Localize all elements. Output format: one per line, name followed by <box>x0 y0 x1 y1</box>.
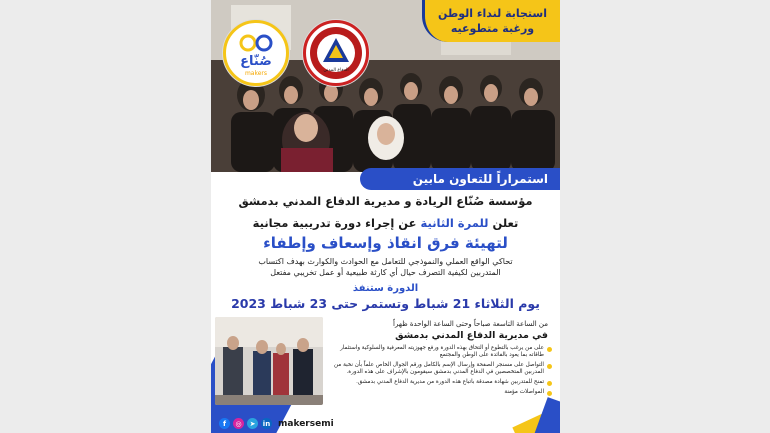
description-line1: تحاكي الواقع العملي والنموذجي للتعامل مع الحوادث والكوارث بهدف اكتساب <box>258 257 513 266</box>
bullet-text: المواصلات مؤمنة <box>504 389 544 395</box>
course-dates: يوم الثلاثاء 21 شباط وتستمر حتى 23 شباط 2023 <box>231 296 540 311</box>
list-item <box>332 389 552 396</box>
bullet-text: على من يرغب بالتطوع أو التحاق بهذه الدورة ورفع جهوزيته المعرفية والسلوكية واستثمار طاقاته بما يعود بالفائدة على الوطن والمجتمع <box>340 345 544 358</box>
bullet-icon <box>547 391 552 396</box>
training-photo <box>215 317 323 405</box>
course-title: لتهيئة فرق انقاذ وإسعاف وإطفاء <box>263 234 508 252</box>
civil-defense-logo <box>303 20 369 86</box>
course-label: الدورة ستنفذ <box>352 283 419 294</box>
social-footer <box>219 418 334 429</box>
info-bullets <box>332 345 552 399</box>
bullet-icon <box>547 381 552 386</box>
bullet-icon <box>547 364 552 369</box>
top-banner <box>422 0 560 42</box>
facebook-icon[interactable]: f <box>219 418 230 429</box>
list-item <box>332 379 552 386</box>
announcement-highlight: للمرة الثانية <box>420 216 489 230</box>
course-place: في مديرية الدفاع المدني بدمشق <box>395 330 548 341</box>
organization-line: مؤسسة صُنّاع الريادة و مديرية الدفاع المدني بدمشق <box>238 194 533 208</box>
makers-logo <box>223 20 289 86</box>
list-item <box>332 362 552 376</box>
announcement-line <box>221 216 550 230</box>
linkedin-icon[interactable]: in <box>262 419 271 428</box>
makers-logo-name: صُنّاع <box>240 54 272 69</box>
bullet-text: التواصل على مسنجر الصفحة وإرسال الإسم بالكامل ورقم الجوال الخاص علماً بأن نخبة من المدربين المتخصصين في الدفاع المدني بدمشق سيقومون بالإشراف على هذه الدورة. <box>334 362 544 375</box>
bullet-icon <box>547 347 552 352</box>
telegram-icon[interactable]: ➤ <box>247 418 258 429</box>
instagram-icon[interactable]: ◎ <box>233 418 244 429</box>
cooperation-bar: استمراراً للتعاون مابين <box>360 168 560 190</box>
course-time: من الساعة التاسعة صباحاً وحتى الساعة الواحدة ظهراً <box>393 320 548 328</box>
top-banner-line2: ورغبة متطوعيه <box>450 22 535 35</box>
announcement-post: عن إجراء دورة تدريبية مجانية <box>252 216 421 230</box>
top-banner-line1: استجابة لنداء الوطن <box>437 7 548 20</box>
list-item <box>332 345 552 359</box>
poster <box>211 0 560 433</box>
description-line2: المتدربين لكيفية التصرف حيال أي كارثة طبيعية أو عمل تخريبي مفتعل <box>270 268 501 277</box>
announcement-pre: تعلن <box>488 216 519 230</box>
makers-logo-sub: makers <box>244 70 268 77</box>
civil-defense-logo-caption: الدفاع المدني <box>323 68 349 73</box>
social-handle[interactable]: makersemi <box>278 418 334 429</box>
bullet-text: تمنح للمتدربين شهادة مصدقة باتباع هذه الدورة من مديرية الدفاع المدني بدمشق. <box>356 379 544 385</box>
